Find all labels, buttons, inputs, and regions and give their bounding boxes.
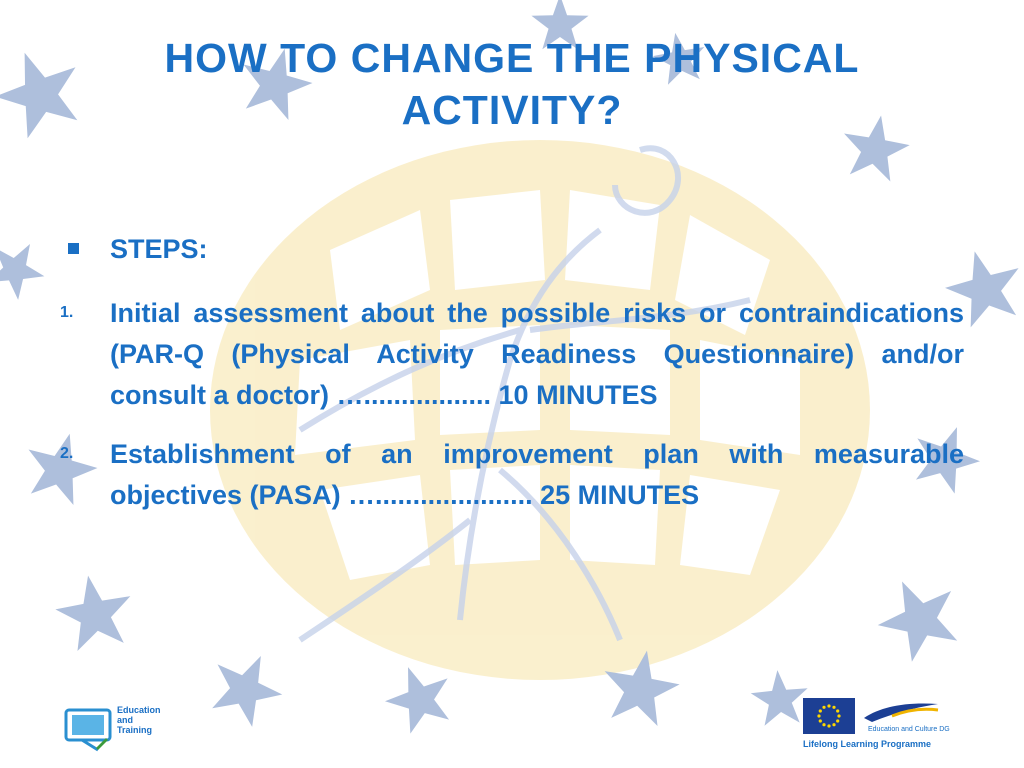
education-culture-dg-label: Education and Culture DG	[868, 726, 950, 733]
list-number: 1.	[60, 304, 74, 321]
list-item-text: Establishment of an improvement plan with measurable objectives (PASA) …..................... 25 MINUTES	[110, 439, 964, 510]
steps-bullet	[60, 230, 964, 269]
slide-content	[60, 230, 964, 534]
list-number: 2.	[60, 445, 74, 462]
slide-title: HOW TO CHANGE THE PHYSICAL ACTIVITY?	[164, 35, 860, 133]
steps-heading: STEPS:	[110, 234, 208, 264]
square-bullet-icon	[68, 243, 79, 254]
lifelong-learning-label: Lifelong Learning Programme	[803, 739, 932, 749]
eu-flag-icon	[803, 698, 855, 734]
list-item-text: Initial assessment about the possible risks or contraindications (PAR-Q (Physical Activity Readiness Questionnaire) and/or consult a doctor) …................. 10 MINUTES	[110, 298, 964, 410]
list-item	[60, 434, 964, 516]
dg-swoosh-icon	[862, 698, 940, 724]
list-item	[60, 293, 964, 416]
education-training-label: Education and Training	[117, 705, 161, 735]
